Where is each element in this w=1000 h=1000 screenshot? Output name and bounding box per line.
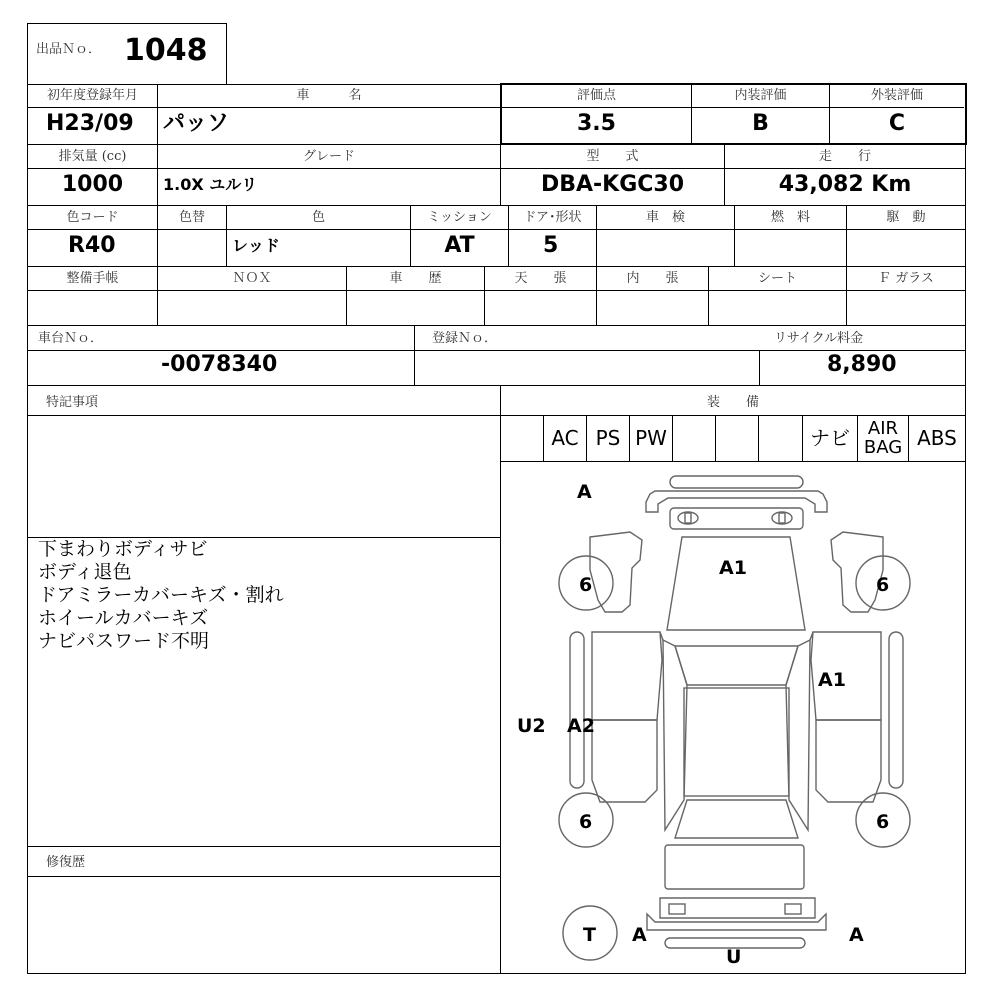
remark-line: 下まわりボディサビ bbox=[38, 538, 208, 560]
model-label: 型 式 bbox=[586, 149, 639, 164]
interior-rating-label: 内装評価 bbox=[734, 88, 787, 103]
interior-rating-value: B bbox=[752, 111, 769, 136]
damage-rear-bumper: U bbox=[726, 946, 742, 968]
door-value: 5 bbox=[543, 233, 559, 258]
car-name-value: パッソ bbox=[163, 111, 230, 136]
equipment-airbag: AIR BAG bbox=[863, 418, 903, 458]
damage-rear-left: A bbox=[632, 924, 647, 946]
damage-rear-right: A bbox=[849, 924, 864, 946]
inspection-label: 車 検 bbox=[645, 210, 685, 225]
remark-line: ボディ退色 bbox=[38, 561, 132, 583]
damage-left-rocker: U2 bbox=[517, 715, 546, 737]
recycle-fee-value: 8,890 bbox=[827, 352, 897, 377]
repair-history-label: 修復歴 bbox=[46, 855, 86, 870]
chassis-number-value: -0078340 bbox=[161, 352, 278, 377]
door-label: ドア･形状 bbox=[523, 210, 582, 225]
damage-front-bumper: A bbox=[577, 481, 592, 503]
equipment-navi: ナビ bbox=[810, 426, 850, 450]
equipment-label: 装 備 bbox=[706, 395, 759, 410]
drive-label: 駆 動 bbox=[886, 210, 926, 225]
grade-label: グレード bbox=[302, 149, 355, 164]
exterior-rating-value: C bbox=[888, 111, 906, 136]
damage-wheel-rear-right: 6 bbox=[876, 811, 890, 833]
fuel-label: 燃 料 bbox=[770, 210, 810, 225]
grade-value: 1.0X ユルリ bbox=[163, 175, 258, 194]
chassis-number-label: 車台Ｎｏ． bbox=[38, 331, 104, 346]
damage-right-side: A1 bbox=[818, 669, 846, 691]
damage-hood: A1 bbox=[719, 557, 747, 579]
remark-line: ドアミラーカバーキズ・割れ bbox=[38, 584, 284, 606]
color-code-value: R40 bbox=[68, 233, 116, 258]
lot-number: 1048 bbox=[124, 33, 208, 68]
registration-number-label: 登録Ｎｏ． bbox=[432, 331, 498, 346]
remarks-label: 特記事項 bbox=[46, 395, 99, 410]
color-value: レッド bbox=[232, 236, 280, 255]
equipment-abs: ABS bbox=[917, 426, 957, 450]
damage-left-side: A2 bbox=[567, 715, 595, 737]
displacement-label: 排気量 (cc) bbox=[58, 149, 127, 164]
mission-value: AT bbox=[444, 233, 475, 258]
remark-line: ナビパスワード不明 bbox=[38, 630, 210, 652]
exterior-rating-label: 外装評価 bbox=[870, 88, 923, 103]
remarks-notes bbox=[38, 538, 284, 653]
first-registration-label: 初年度登録年月 bbox=[46, 88, 138, 103]
roof-lining-label: 天 張 bbox=[514, 271, 567, 286]
damage-wheel-rear-left: 6 bbox=[579, 811, 593, 833]
color-change-label: 色替 bbox=[178, 210, 205, 225]
mileage-label: 走 行 bbox=[818, 149, 871, 164]
car-name-label: 車 名 bbox=[296, 88, 362, 103]
model-value: DBA-KGC30 bbox=[540, 172, 685, 197]
mission-label: ミッション bbox=[427, 210, 492, 225]
damage-tire: T bbox=[583, 924, 596, 946]
score-value: 3.5 bbox=[577, 111, 616, 136]
damage-wheel-front-left: 6 bbox=[579, 574, 593, 596]
recycle-fee-label: リサイクル料金 bbox=[774, 331, 864, 346]
nox-label: ＮＯＸ bbox=[232, 271, 272, 286]
equipment-pw: PW bbox=[635, 426, 667, 450]
equipment-ac: AC bbox=[551, 426, 579, 450]
first-registration-value: H23/09 bbox=[46, 111, 134, 136]
maintenance-record-label: 整備手帳 bbox=[66, 271, 119, 286]
score-label: 評価点 bbox=[576, 88, 616, 103]
front-glass-label: Ｆ ガラス bbox=[878, 271, 934, 286]
color-label: 色 bbox=[311, 210, 325, 225]
remark-line: ホイールカバーキズ bbox=[38, 607, 209, 629]
equipment-ps: PS bbox=[595, 426, 621, 450]
vehicle-history-label: 車 歴 bbox=[389, 271, 442, 286]
lot-number-label: 出品Ｎｏ． bbox=[36, 42, 102, 57]
seat-label: シート bbox=[757, 271, 797, 286]
interior-lining-label: 内 張 bbox=[626, 271, 679, 286]
color-code-label: 色コード bbox=[66, 210, 119, 225]
displacement-value: 1000 bbox=[61, 172, 124, 197]
car-diagram bbox=[501, 462, 965, 973]
damage-wheel-front-right: 6 bbox=[876, 574, 890, 596]
mileage-value: 43,082 Km bbox=[778, 172, 912, 197]
